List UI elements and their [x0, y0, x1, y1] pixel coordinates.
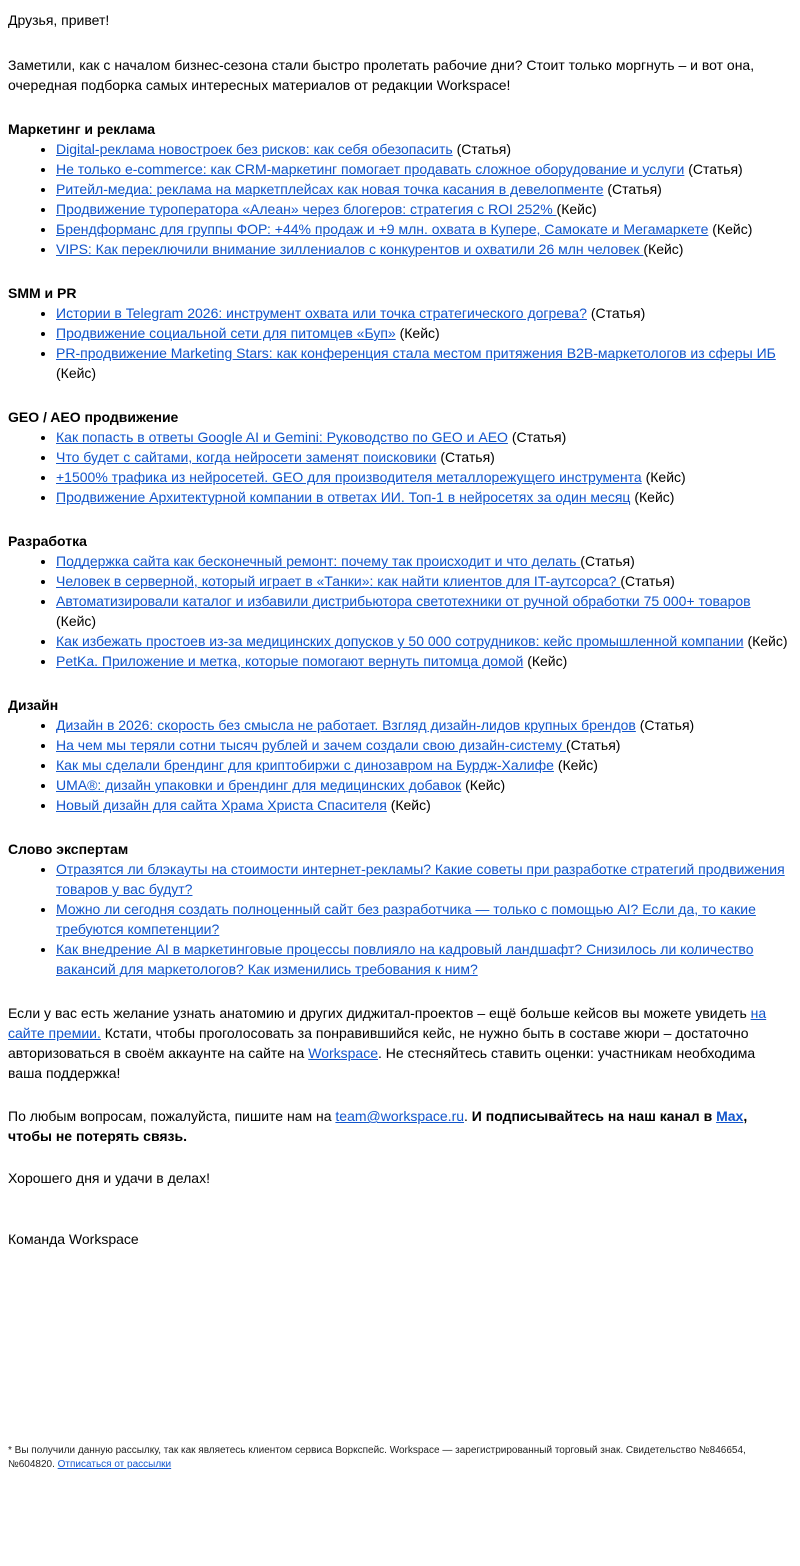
section-title: Дизайн: [8, 697, 59, 713]
section-title: GEO / AEO продвижение: [8, 409, 179, 425]
article-link[interactable]: Дизайн в 2026: скорость без смысла не работает. Взгляд дизайн-лидов крупных брендов: [56, 717, 636, 733]
article-link[interactable]: Можно ли сегодня создать полноценный сайт без разработчика — только с помощью AI? Если да, то какие требуются компетенции?: [56, 901, 756, 937]
outro-text-2: Кстати, чтобы проголосовать за понравившийся кейс, не нужно быть в составе жюри – достаточно авторизоваться в своём аккаунте на сайте на: [8, 1025, 749, 1061]
article-link[interactable]: Новый дизайн для сайта Храма Христа Спасителя: [56, 797, 387, 813]
greeting: Друзья, привет!: [8, 12, 110, 28]
list-item: [56, 159, 792, 179]
article-link[interactable]: Как мы сделали брендинг для криптобиржи с динозавром на Бурдж-Халифе: [56, 757, 554, 773]
outro-text-1: Если у вас есть желание узнать анатомию и других диджитал-проектов – ещё больше кейсов вы можете увидеть: [8, 1005, 751, 1021]
type-tag: (Кейс): [643, 241, 684, 257]
section-list: [8, 139, 792, 259]
award-site-link[interactable]: на сайте премии.: [8, 1005, 767, 1041]
type-tag: (Кейс): [56, 613, 97, 629]
article-link[interactable]: UMA®: дизайн упаковки и брендинг для медицинских добавок: [56, 777, 462, 793]
section-title: Разработка: [8, 533, 87, 549]
farewell: Хорошего дня и удачи в делах!: [8, 1170, 210, 1186]
list-item: [56, 571, 792, 591]
list-item: [56, 651, 792, 671]
list-item: [56, 939, 792, 979]
article-link[interactable]: VIPS: Как переключили внимание зиллениалов с конкурентов и охватили 26 млн человек: [56, 241, 644, 257]
type-tag: (Кейс): [553, 757, 598, 773]
article-link[interactable]: Человек в серверной, который играет в «Танки»: как найти клиентов для IT-аутсорса?: [56, 573, 621, 589]
article-link[interactable]: PetKa. Приложение и метка, которые помогают вернуть питомца домой: [56, 653, 524, 669]
article-link[interactable]: Поддержка сайта как бесконечный ремонт: почему так происходит и что делать: [56, 553, 581, 569]
list-item: [56, 139, 792, 159]
section-title: Слово экспертам: [8, 841, 129, 857]
type-tag: (Статья): [635, 717, 695, 733]
unsubscribe-link[interactable]: Отписаться от рассылки: [57, 1459, 172, 1470]
type-tag: (Статья): [507, 429, 567, 445]
outro-text-3: . Не стесняйтесь ставить оценки: участникам необходима ваша поддержка!: [8, 1045, 756, 1081]
contact-text-2: .: [464, 1108, 472, 1124]
article-link[interactable]: Автоматизировали каталог и избавили дистрибьютора светотехники от ручной обработки 75 000+ товаров: [56, 593, 751, 609]
list-item: [56, 591, 792, 631]
subscribe-text-1: И подписывайтесь на наш канал в: [471, 1108, 717, 1124]
article-link[interactable]: Digital-реклама новостроек без рисков: как себя обезопасить: [56, 141, 453, 157]
type-tag: (Статья): [684, 161, 743, 177]
article-link[interactable]: Продвижение социальной сети для питомцев «Буп»: [56, 325, 396, 341]
article-link[interactable]: Продвижение Архитектурной компании в ответах ИИ. Топ-1 в нейросетях за один месяц: [56, 489, 631, 505]
section-list: [8, 303, 792, 383]
list-item: [56, 427, 792, 447]
type-tag: (Кейс): [743, 633, 788, 649]
list-item: [56, 179, 792, 199]
subscribe-text-2: , чтобы не потерять связь.: [8, 1108, 748, 1144]
list-item: [56, 199, 792, 219]
article-link[interactable]: Истории в Telegram 2026: инструмент охвата или точка стратегического догрева?: [56, 305, 587, 321]
list-item: [56, 551, 792, 571]
type-tag: (Статья): [436, 449, 495, 465]
outro-paragraph: [8, 1003, 792, 1083]
email-link[interactable]: team@workspace.ru: [335, 1108, 465, 1124]
article-link[interactable]: Продвижение туроператора «Алеан» через блогеров: стратегия с ROI 252%: [56, 201, 557, 217]
contact-paragraph: [8, 1106, 792, 1146]
type-tag: (Кейс): [641, 469, 686, 485]
type-tag: (Статья): [586, 305, 646, 321]
section-title: SMM и PR: [8, 285, 77, 301]
list-item: [56, 343, 792, 383]
type-tag: (Кейс): [630, 489, 675, 505]
list-item: [56, 775, 792, 795]
workspace-link[interactable]: Workspace: [308, 1045, 379, 1061]
article-link[interactable]: Ритейл-медиа: реклама на маркетплейсах как новая точка касания в девелопменте: [56, 181, 604, 197]
article-link[interactable]: Отразятся ли блэкауты на стоимости интернет-рекламы? Какие советы при разработке стратегий продвижения товаров у вас будут?: [56, 861, 785, 897]
type-tag: (Кейс): [395, 325, 440, 341]
article-link[interactable]: Что будет с сайтами, когда нейросети заменят поисковики: [56, 449, 437, 465]
section-list: [8, 859, 792, 979]
section-list: [8, 427, 792, 507]
type-tag: (Кейс): [556, 201, 597, 217]
type-tag: (Кейс): [56, 365, 97, 381]
type-tag: (Кейс): [386, 797, 431, 813]
list-item: [56, 899, 792, 939]
type-tag: (Кейс): [523, 653, 568, 669]
intro-paragraph: Заметили, как с началом бизнес-сезона стали быстро пролетать рабочие дни? Стоит только моргнуть – и вот она, очередная подборка самых интересных материалов от редакции Workspace!: [8, 57, 755, 93]
max-channel-link[interactable]: Max: [716, 1108, 744, 1124]
contact-text-1: По любым вопросам, пожалуйста, пишите нам на: [8, 1108, 336, 1124]
article-link[interactable]: Не только e-commerce: как CRM-маркетинг помогает продавать сложное оборудование и услуги: [56, 161, 685, 177]
sections-container: [8, 119, 792, 979]
section-list: [8, 551, 792, 671]
type-tag: (Статья): [620, 573, 675, 589]
list-item: [56, 859, 792, 899]
list-item: [56, 715, 792, 735]
type-tag: (Кейс): [708, 221, 753, 237]
type-tag: (Статья): [603, 181, 662, 197]
type-tag: (Статья): [580, 553, 635, 569]
list-item: [56, 795, 792, 815]
article-link[interactable]: Как попасть в ответы Google AI и Gemini: Руководство по GEO и AEO: [56, 429, 508, 445]
footer-note: [8, 1444, 768, 1472]
article-link[interactable]: Как внедрение AI в маркетинговые процессы повлияло на кадровый ландшафт? Снизилось ли количество вакансий для маркетологов? Как изменились требования к ним?: [56, 941, 754, 977]
list-item: [56, 755, 792, 775]
list-item: [56, 735, 792, 755]
list-item: [56, 239, 792, 259]
list-item: [56, 323, 792, 343]
section-title: Маркетинг и реклама: [8, 121, 156, 137]
type-tag: (Кейс): [461, 777, 506, 793]
footer-text: * Вы получили данную рассылку, так как являетесь клиентом сервиса Воркспейс. Workspace — зарегистрированный торговый знак. Свидетельство №846654, №604820.: [8, 1445, 746, 1470]
list-item: [56, 303, 792, 323]
type-tag: (Статья): [452, 141, 512, 157]
section-list: [8, 715, 792, 815]
list-item: [56, 447, 792, 467]
article-link[interactable]: PR-продвижение Marketing Stars: как конференция стала местом притяжения B2B-маркетологов из сферы ИБ: [56, 345, 776, 361]
list-item: [56, 631, 792, 651]
article-link[interactable]: Как избежать простоев из-за медицинских допусков у 50 000 сотрудников: кейс промышленной компании: [56, 633, 744, 649]
type-tag: (Статья): [566, 737, 621, 753]
article-link[interactable]: На чем мы теряли сотни тысяч рублей и зачем создали свою дизайн-систему: [56, 737, 566, 753]
article-link[interactable]: Брендформанс для группы ФОР: +44% продаж и +9 млн. охвата в Купере, Самокате и Мегамаркете: [56, 221, 709, 237]
list-item: [56, 219, 792, 239]
article-link[interactable]: +1500% трафика из нейросетей. GEO для производителя металлорежущего инструмента: [56, 469, 642, 485]
list-item: [56, 467, 792, 487]
signature: Команда Workspace: [8, 1231, 139, 1247]
list-item: [56, 487, 792, 507]
